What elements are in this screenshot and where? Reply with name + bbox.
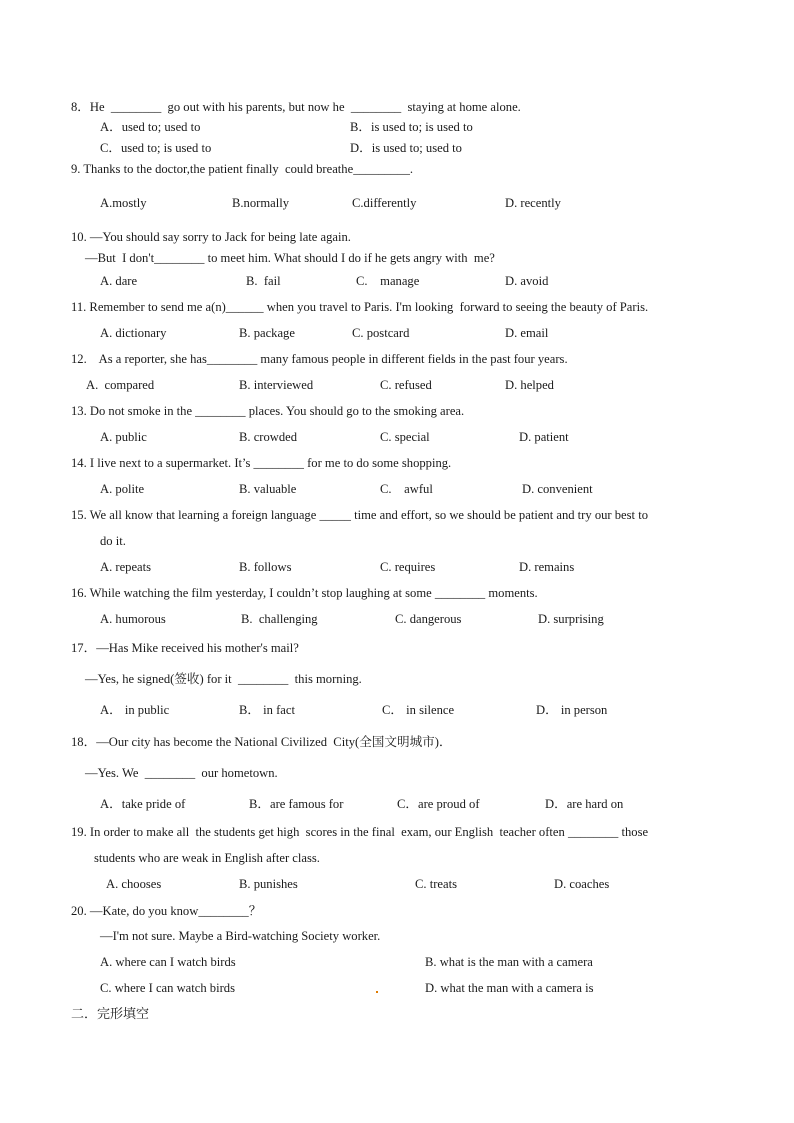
question-8-option-c: C．used to; is used to bbox=[100, 141, 212, 155]
question-17-option-b: B． in fact bbox=[239, 703, 295, 717]
question-8-option-d: D．is used to; used to bbox=[350, 141, 462, 155]
question-10-option-c: C. manage bbox=[356, 274, 420, 288]
question-14-option-d: D. convenient bbox=[522, 482, 593, 496]
question-19-option-d: D. coaches bbox=[554, 877, 610, 891]
question-12-option-a: A. compared bbox=[86, 378, 155, 392]
question-17-stem: 17．—Has Mike received his mother's mail? bbox=[71, 641, 299, 655]
question-13-stem: 13. Do not smoke in the ________ places. You should go to the smoking area. bbox=[71, 404, 465, 418]
question-18-option-d: D．are hard on bbox=[545, 797, 624, 811]
question-19-option-c: C. treats bbox=[415, 877, 457, 891]
question-12-option-b: B. interviewed bbox=[239, 378, 314, 392]
question-16-option-b: B. challenging bbox=[241, 612, 318, 626]
question-18-stem-reply: —Yes. We ________ our hometown. bbox=[85, 766, 278, 780]
question-13-option-c: C. special bbox=[380, 430, 430, 444]
question-20-option-d: D. what the man with a camera is bbox=[425, 981, 594, 995]
question-11-option-a: A. dictionary bbox=[100, 326, 167, 340]
question-15-option-d: D. remains bbox=[519, 560, 575, 574]
question-13-option-b: B. crowded bbox=[239, 430, 298, 444]
question-17-option-c: C． in silence bbox=[382, 703, 455, 717]
question-20-stem: 20. —Kate, do you know________？ bbox=[71, 904, 262, 918]
question-18-option-a: A．take pride of bbox=[100, 797, 186, 811]
question-17-option-d: D． in person bbox=[536, 703, 608, 717]
question-18-option-b: B．are famous for bbox=[249, 797, 344, 811]
question-16-option-a: A. humorous bbox=[100, 612, 166, 626]
question-17-option-a: A． in public bbox=[100, 703, 170, 717]
question-16-option-d: D. surprising bbox=[538, 612, 604, 626]
question-17-stem-reply: —Yes, he signed(签收) for it ________ this morning. bbox=[85, 672, 362, 686]
question-9-option-b: B.normally bbox=[232, 196, 290, 210]
question-15-option-c: C. requires bbox=[380, 560, 436, 574]
question-12-option-d: D. helped bbox=[505, 378, 554, 392]
question-9-option-c: C.differently bbox=[352, 196, 417, 210]
question-8-option-a: A．used to; used to bbox=[100, 120, 201, 134]
question-20-option-b: B. what is the man with a camera bbox=[425, 955, 593, 969]
question-15-stem-continued: do it. bbox=[100, 534, 126, 548]
question-20-option-a: A. where can I watch birds bbox=[100, 955, 236, 969]
question-14-option-c: C. awful bbox=[380, 482, 433, 496]
question-11-option-c: C. postcard bbox=[352, 326, 410, 340]
question-15-stem: 15. We all know that learning a foreign language _____ time and effort, so we should be patient and try our best to bbox=[71, 508, 648, 522]
question-20-option-c: C. where I can watch birds bbox=[100, 981, 235, 995]
question-20-stem-reply: —I'm not sure. Maybe a Bird-watching Society worker. bbox=[100, 929, 381, 943]
question-19-stem: 19. In order to make all the students get high scores in the final exam, our English teacher often ________ those bbox=[71, 825, 649, 839]
question-19-stem-continued: students who are weak in English after class. bbox=[94, 851, 320, 865]
stray-dot-mark bbox=[376, 991, 378, 993]
question-10-stem-reply: —But I don't________ to meet him. What should I do if he gets angry with me? bbox=[85, 251, 495, 265]
question-12-option-c: C. refused bbox=[380, 378, 432, 392]
question-15-option-a: A. repeats bbox=[100, 560, 152, 574]
question-10-option-b: B. fail bbox=[246, 274, 281, 288]
question-19-option-b: B. punishes bbox=[239, 877, 298, 891]
question-13-option-d: D. patient bbox=[519, 430, 569, 444]
question-9-stem: 9. Thanks to the doctor,the patient finally could breathe_________. bbox=[71, 162, 414, 176]
question-14-option-a: A. polite bbox=[100, 482, 145, 496]
question-16-option-c: C. dangerous bbox=[395, 612, 462, 626]
question-10-option-a: A. dare bbox=[100, 274, 138, 288]
question-10-stem: 10. —You should say sorry to Jack for being late again. bbox=[71, 230, 351, 244]
question-14-stem: 14. I live next to a supermarket. It’s ________ for me to do some shopping. bbox=[71, 456, 452, 470]
question-11-option-b: B. package bbox=[239, 326, 295, 340]
question-8-option-b: B．is used to; is used to bbox=[350, 120, 473, 134]
question-18-option-c: C．are proud of bbox=[397, 797, 480, 811]
question-8-stem: 8．He ________ go out with his parents, but now he ________ staying at home alone. bbox=[71, 100, 521, 114]
question-15-option-b: B. follows bbox=[239, 560, 292, 574]
question-11-stem: 11. Remember to send me a(n)______ when you travel to Paris. I'm looking forward to seeing the beauty of Paris. bbox=[71, 300, 649, 314]
question-12-stem: 12. As a reporter, she has________ many famous people in different fields in the past four years. bbox=[71, 352, 568, 366]
question-9-option-a: A.mostly bbox=[100, 196, 147, 210]
question-19-option-a: A. chooses bbox=[106, 877, 162, 891]
question-18-stem: 18．—Our city has become the National Civilized City(全国文明城市)． bbox=[71, 735, 452, 749]
question-10-option-d: D. avoid bbox=[505, 274, 549, 288]
question-11-option-d: D. email bbox=[505, 326, 549, 340]
question-16-stem: 16. While watching the film yesterday, I couldn’t stop laughing at some ________ moments. bbox=[71, 586, 538, 600]
question-13-option-a: A. public bbox=[100, 430, 147, 444]
question-14-option-b: B. valuable bbox=[239, 482, 297, 496]
question-9-option-d: D. recently bbox=[505, 196, 561, 210]
section-heading: 二．完形填空 bbox=[71, 1007, 150, 1022]
